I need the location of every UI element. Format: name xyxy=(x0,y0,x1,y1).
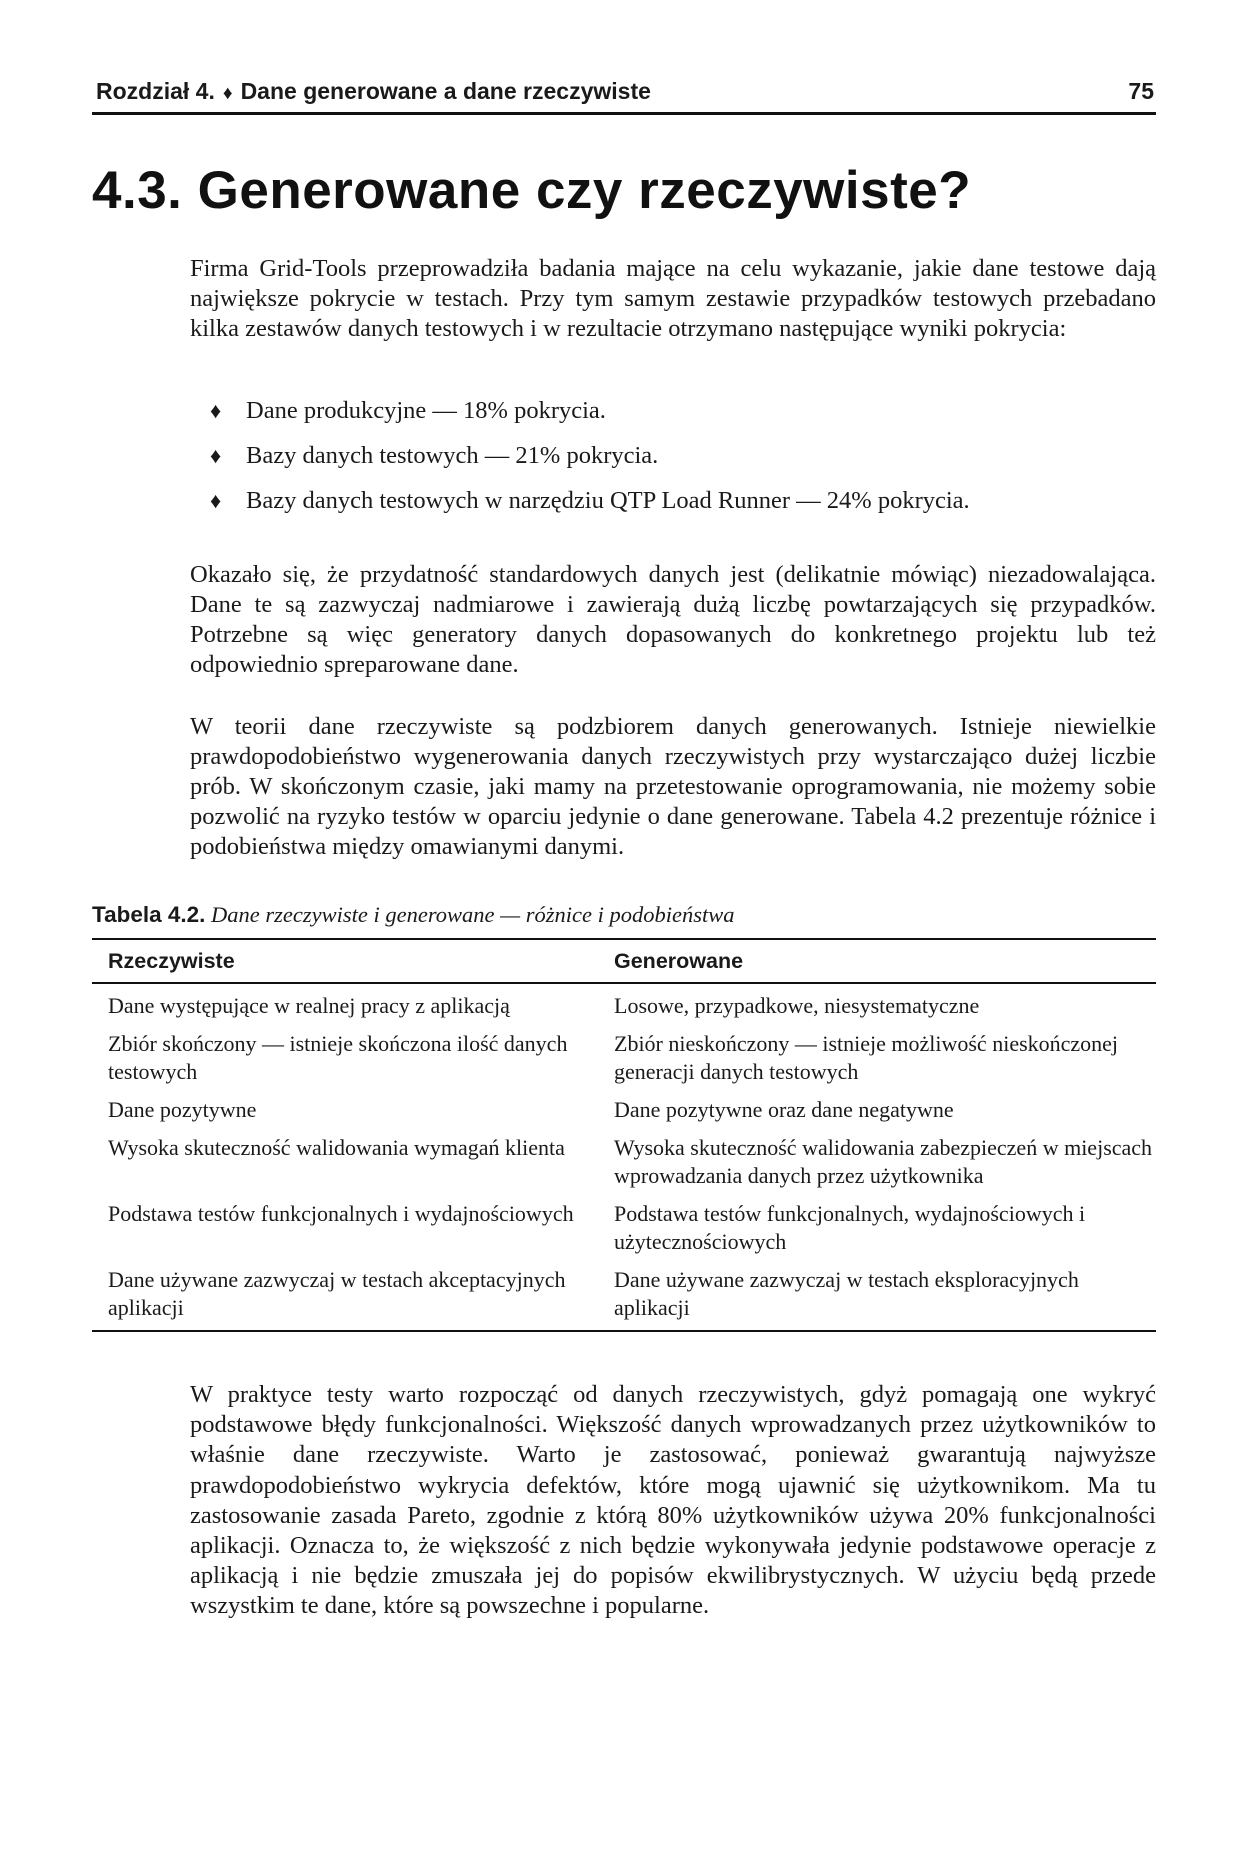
list-item-text: Bazy danych testowych w narzędziu QTP Load Runner — 24% pokrycia. xyxy=(246,487,970,514)
table-cell: Dane używane zazwyczaj w testach eksploracyjnych aplikacji xyxy=(614,1267,1079,1320)
table-row xyxy=(92,1134,1156,1190)
bullet-list xyxy=(210,396,1156,531)
table-body xyxy=(92,984,1156,1330)
table-cell: Dane używane zazwyczaj w testach akceptacyjnych aplikacji xyxy=(108,1267,566,1320)
list-item xyxy=(210,486,1156,531)
paragraph-3-text: W teorii dane rzeczywiste są podzbiorem danych generowanych. Istnieje niewielkie prawdopodobieństwo wygenerowania danych rzeczywistych przy wystarczająco dużej liczbie prób. W skończonym czasie, jaki mamy na przetestowanie oprogramowania, nie możemy sobie pozwolić na ryzyko testów w oparciu jedynie o dane generowane. Tabela 4.2 prezentuje różnice i podobieństwa między omawianymi danymi. xyxy=(190,713,1156,860)
chapter-title: Dane generowane a dane rzeczywiste xyxy=(240,78,651,104)
diamond-bullet-icon: ♦ xyxy=(210,398,222,423)
chapter-heading xyxy=(96,78,651,105)
list-item xyxy=(210,441,1156,486)
table-cell: Dane występujące w realnej pracy z aplikacją xyxy=(108,993,510,1018)
table-row xyxy=(92,1030,1156,1086)
table-cell: Zbiór nieskończony — istnieje możliwość nieskończonej generacji danych testowych xyxy=(614,1031,1119,1084)
table-cell: Zbiór skończony — istnieje skończona ilość danych testowych xyxy=(108,1031,568,1084)
comparison-table xyxy=(92,938,1156,1332)
table-caption-text: Dane rzeczywiste i generowane — różnice i podobieństwa xyxy=(211,902,735,927)
table-row xyxy=(92,1096,1156,1124)
diamond-icon: ♦ xyxy=(222,83,233,104)
table-row xyxy=(92,992,1156,1020)
page-number: 75 xyxy=(1128,78,1154,104)
table-cell: Podstawa testów funkcjonalnych, wydajnościowych i użytecznościowych xyxy=(614,1201,1086,1254)
table-cell: Wysoka skuteczność walidowania zabezpieczeń w miejscach wprowadzania danych przez użytkownika xyxy=(614,1135,1153,1188)
diamond-bullet-icon: ♦ xyxy=(210,488,222,513)
table-caption-label: Tabela 4.2. xyxy=(92,902,206,927)
table-caption xyxy=(92,902,735,928)
paragraph-2 xyxy=(190,560,1156,680)
table-cell: Losowe, przypadkowe, niesystematyczne xyxy=(614,993,980,1018)
chapter-number: Rozdział 4. xyxy=(96,78,215,104)
table-cell: Wysoka skuteczność walidowania wymagań klienta xyxy=(108,1135,565,1160)
column-header-generated: Generowane xyxy=(614,948,744,973)
table-header-row xyxy=(92,940,1156,984)
table-cell: Podstawa testów funkcjonalnych i wydajnościowych xyxy=(108,1201,574,1226)
intro-paragraph xyxy=(190,254,1156,344)
table-cell: Dane pozytywne xyxy=(108,1097,257,1122)
intro-text: Firma Grid-Tools przeprowadziła badania mające na celu wykazanie, jakie dane testowe dają największe pokrycie w testach. Przy tym samym zestawie przypadków testowych przebadano kilka zestawów danych testowych i w rezultacie otrzymano następujące wyniki pokrycia: xyxy=(190,255,1156,342)
list-item-text: Dane produkcyjne — 18% pokrycia. xyxy=(246,397,606,424)
table-cell: Dane pozytywne oraz dane negatywne xyxy=(614,1097,954,1122)
table-row xyxy=(92,1266,1156,1322)
list-item-text: Bazy danych testowych — 21% pokrycia. xyxy=(246,442,659,469)
paragraph-4-text: W praktyce testy warto rozpocząć od danych rzeczywistych, gdyż pomagają one wykryć podstawowe błędy funkcjonalności. Większość danych wprowadzanych przez użytkowników to właśnie dane rzeczywiste. Warto je zastosować, ponieważ gwarantują najwyższe prawdopodobieństwo wykrycia defektów, które mogą ujawnić się użytkownikom. Ma tu zastosowanie zasada Pareto, zgodnie z którą 80% użytkowników używa 20% funkcjonalności aplikacji. Oznacza to, że większość z nich będzie wykonywała jedynie podstawowe operacje z aplikacją i nie będzie zmuszała jej do popisów ekwilibrystycznych. W użyciu będą przede wszystkim te dane, które są powszechne i popularne. xyxy=(190,1381,1156,1620)
paragraph-2-text: Okazało się, że przydatność standardowych danych jest (delikatnie mówiąc) niezadowalająca. Dane te są zazwyczaj nadmiarowe i zawierają dużą liczbę powtarzających się przypadków. Potrzebne są więc generatory danych dopasowanych do konkretnego projektu lub też odpowiednio spreparowane dane. xyxy=(190,561,1156,678)
diamond-bullet-icon: ♦ xyxy=(210,443,222,468)
paragraph-3 xyxy=(190,712,1156,862)
column-header-real: Rzeczywiste xyxy=(108,948,235,973)
paragraph-4 xyxy=(190,1380,1156,1622)
table-row xyxy=(92,1200,1156,1256)
section-title: 4.3. Generowane czy rzeczywiste? xyxy=(92,161,972,220)
list-item xyxy=(210,396,1156,441)
running-header xyxy=(92,72,1156,115)
